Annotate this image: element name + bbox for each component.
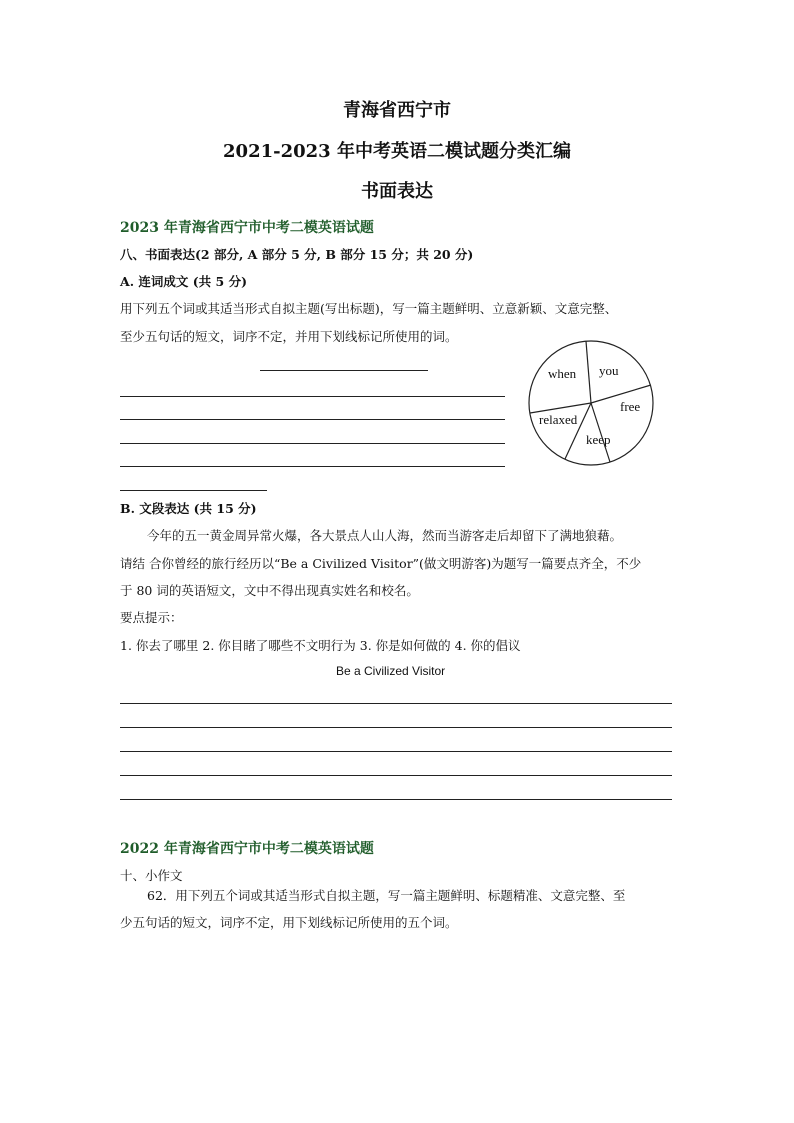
writing-line bbox=[120, 703, 672, 704]
tips-line: 1. 你去了哪里 2. 你目睹了哪些不文明行为 3. 你是如何做的 4. 你的倡议 bbox=[120, 638, 521, 653]
part-b-heading: B. 文段表达 (共 15 分) bbox=[120, 501, 257, 516]
writing-line bbox=[120, 751, 672, 752]
section-2022-heading: 2022 年青海省西宁市中考二模英语试题 bbox=[120, 841, 374, 857]
writing-line bbox=[120, 799, 672, 800]
title-blank-line bbox=[260, 370, 428, 371]
pie-word-relaxed: relaxed bbox=[539, 412, 578, 427]
doc-title-line3: 书面表达 bbox=[361, 181, 433, 202]
q62-line1: 62．用下列五个词或其适当形式自拟主题，写一篇主题鲜明、标题精准、文意完整、至 bbox=[147, 888, 626, 903]
doc-title-line2: 2021-2023 年中考英语二模试题分类汇编 bbox=[223, 141, 571, 162]
part-8-heading: 八、书面表达(2 部分, A 部分 5 分, B 部分 15 分；共 20 分) bbox=[120, 247, 474, 262]
part-b-paragraph-line3: 于 80 词的英语短文，文中不得出现真实姓名和校名。 bbox=[120, 583, 419, 598]
part-b-paragraph-line2: 请结 合你曾经的旅行经历以“Be a Civilized Visitor”(做文明游客)为题写一篇要点齐全，不少 bbox=[120, 556, 642, 571]
pie-word-when: when bbox=[548, 366, 577, 381]
part-10-heading: 十、小作文 bbox=[120, 868, 183, 883]
pie-word-keep: keep bbox=[586, 432, 611, 447]
tips-label: 要点提示： bbox=[120, 610, 183, 625]
word-pie-diagram bbox=[524, 337, 658, 469]
writing-line bbox=[120, 396, 505, 397]
part-b-paragraph-line1: 今年的五一黄金周异常火爆，各大景点人山人海，然而当游客走后却留下了满地狼藉。 bbox=[147, 528, 623, 543]
doc-title-line1: 青海省西宁市 bbox=[343, 100, 451, 121]
writing-line bbox=[120, 466, 505, 467]
writing-line bbox=[120, 419, 505, 420]
part-a-instructions-line2: 至少五句话的短文，词序不定，并用下划线标记所使用的词。 bbox=[120, 329, 458, 344]
q62-line2: 少五句话的短文，词序不定，用下划线标记所使用的五个词。 bbox=[120, 915, 458, 930]
writing-line bbox=[120, 490, 267, 491]
essay-title: Be a Civilized Visitor bbox=[336, 664, 446, 678]
part-a-instructions-line1: 用下列五个词或其适当形式自拟主题(写出标题)，写一篇主题鲜明、立意新颖、文意完整、 bbox=[120, 301, 618, 316]
pie-word-you: you bbox=[599, 363, 619, 378]
section-2023-heading: 2023 年青海省西宁市中考二模英语试题 bbox=[120, 220, 374, 236]
pie-word-free: free bbox=[620, 399, 641, 414]
part-a-heading: A. 连词成文 (共 5 分) bbox=[120, 274, 247, 289]
writing-line bbox=[120, 727, 672, 728]
writing-line bbox=[120, 775, 672, 776]
writing-line bbox=[120, 443, 505, 444]
